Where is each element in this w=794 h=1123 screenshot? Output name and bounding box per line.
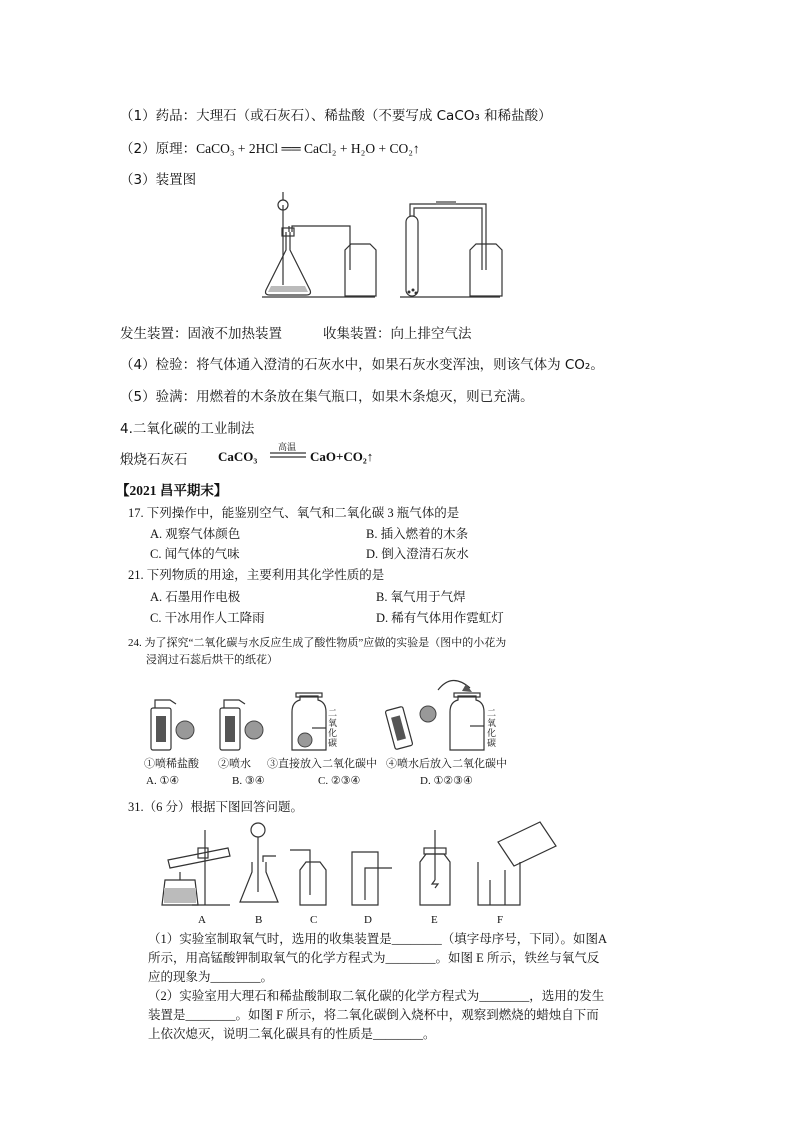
q31-label-f: F (497, 914, 504, 926)
q31-label-c: C (310, 914, 318, 926)
q24-caption-4: ④喷水后放入二氧化碳中 (386, 758, 507, 770)
item-test: （4）检验：将气体通入澄清的石灰水中，如果石灰水变浑浊，则该气体为 CO₂。 (120, 357, 604, 373)
q17-option-b: B. 插入燃着的木条 (366, 527, 469, 541)
principle-equation: CaCO₃ + 2HCl ══ CaCl₂ + H₂O + CO₂↑ (196, 141, 420, 156)
q31-sub1: （1）实验室制取氧气时，选用的收集装置是________（填字母序号，下同）。如图A 所示，用高锰酸钾制取氧气的化学方程式为________。如图 E 所示，铁丝与氧气反应的现象为________。 (148, 932, 607, 984)
q17-option-c: C. 闻气体的气味 (150, 547, 240, 561)
q24-option-a: A. ①④ (146, 775, 180, 787)
principle-label: （2）原理： (120, 141, 197, 157)
q17-stem: 17. 下列操作中，能鉴别空气、氧气和二氧化碳 3 瓶气体的是 (128, 506, 460, 520)
q24-stem-line1: 24. 为了探究“二氧化碳与水反应生成了酸性物质”应做的实验是（图中的小花为 (128, 637, 507, 649)
q24-caption-1: ①喷稀盐酸 (144, 758, 199, 770)
reaction-condition: 高温 (278, 442, 297, 452)
section4-label: 煅烧石灰石 (120, 452, 188, 468)
item-principle (120, 137, 420, 157)
item-drugs: （1）药品：大理石（或石灰石）、稀盐酸（不要写成 CaCO₃ 和稀盐酸） (120, 108, 552, 124)
q21-stem: 21. 下列物质的用途，主要利用其化学性质的是 (128, 568, 385, 582)
equals-sign (270, 452, 310, 462)
item-full-check: （5）验满：用燃着的木条放在集气瓶口，如果木条熄灭，则已充满。 (120, 389, 534, 405)
q21-option-a: A. 石墨用作电极 (150, 590, 241, 604)
q24-caption-3: ③直接放入二氧化碳中 (267, 758, 377, 770)
q31-stem: 31.（6 分）根据下图回答问题。 (128, 800, 304, 814)
q24-stem-line2: 浸润过石蕊后烘干的纸花） (146, 654, 278, 666)
q21-option-b: B. 氧气用于气焊 (376, 590, 466, 604)
q31-label-d: D (364, 914, 372, 926)
industrial-reactant: CaCO₃ (218, 449, 258, 464)
q31-label-a: A (198, 914, 206, 926)
industrial-product: CaO+CO₂↑ (310, 449, 374, 464)
q24-jar3-label: 二氧化碳 (328, 708, 338, 748)
q24-option-b: B. ③④ (232, 775, 265, 787)
q21-option-c: C. 干冰用作人工降雨 (150, 611, 265, 625)
generator-type: 发生装置：固液不加热装置 (120, 326, 282, 342)
q24-option-c: C. ②③④ (318, 775, 361, 787)
q21-option-d: D. 稀有气体用作霓虹灯 (376, 611, 504, 625)
q17-option-a: A. 观察气体颜色 (150, 527, 241, 541)
item-apparatus: （3）装置图 (120, 172, 197, 188)
q17-option-d: D. 倒入澄清石灰水 (366, 547, 469, 561)
q31-label-b: B (255, 914, 263, 926)
collector-type: 收集装置：向上排空气法 (323, 326, 472, 342)
q24-option-d: D. ①②③④ (420, 775, 473, 787)
exam-source: 【2021 昌平期末】 (116, 483, 228, 498)
q31-label-e: E (431, 914, 438, 926)
q24-jar4-label: 二氧化碳 (487, 708, 497, 748)
q24-caption-2: ②喷水 (218, 758, 251, 770)
q31-sub2: （2）实验室用大理石和稀盐酸制取二氧化碳的化学方程式为________，选用的发生装置是________。如图 F 所示，将二氧化碳倒入烧杯中，观察到燃烧的蜡烛自下而上依次熄灭，说明二氧化碳具有的性质是________。 (148, 989, 605, 1041)
section4-title: 4.二氧化碳的工业制法 (120, 421, 255, 437)
